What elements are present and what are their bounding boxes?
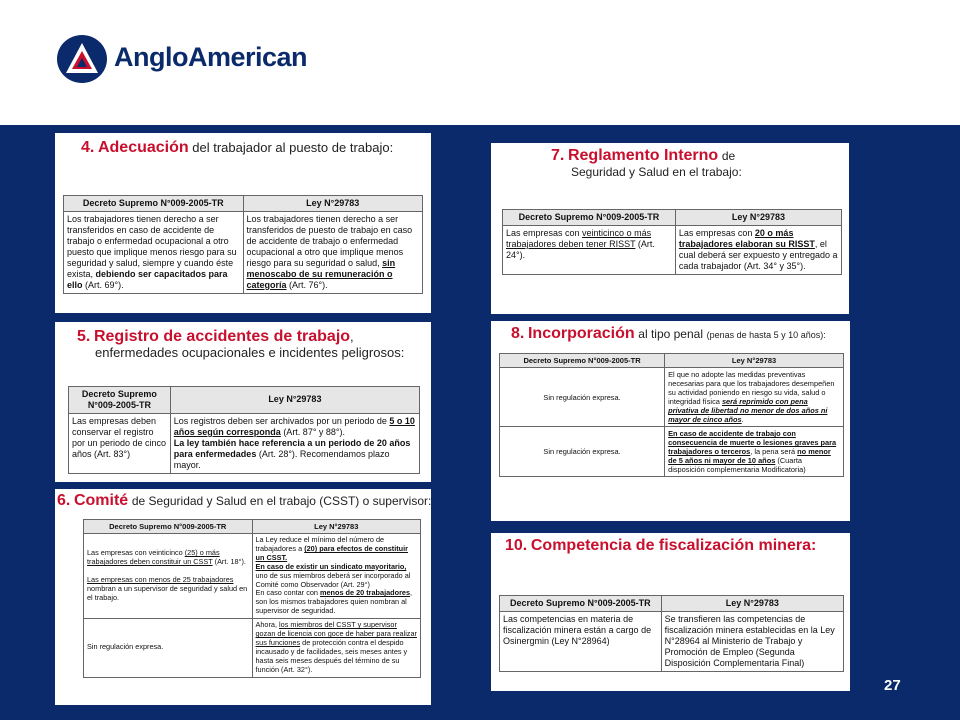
panel-title: 6. Comité de Seguridad y Salud en el trabajo (CSST) o supervisor:	[57, 492, 431, 509]
table-row	[84, 619, 421, 677]
panel-adecuacion	[55, 133, 431, 313]
column-header: Decreto Supremo N°009-2005-TR	[69, 387, 171, 414]
table-cell: Se transfieren las competencias de fiscalización minera establecidas en la Ley N°28964 al Ministerio de Trabajo y Promoción de Empleo (Segunda Disposición Complementaria Final)	[661, 611, 843, 671]
column-header: Decreto Supremo N°009-2005-TR	[64, 196, 244, 212]
table-row	[69, 413, 420, 473]
page-number: 27	[884, 677, 901, 694]
comparison-table	[502, 209, 842, 275]
panel-competencia-fiscalizacion	[491, 533, 850, 691]
table-cell: Sin regulación expresa.	[500, 368, 665, 427]
panel-comite	[55, 489, 431, 705]
table-row	[500, 611, 844, 671]
panel-incorporacion	[491, 321, 850, 521]
table-cell: Los trabajadores tienen derecho a ser transferidos de puesto de trabajo en caso de accidente de trabajo o enfermedad ocupacional a otro que implique menos riesgo para su seguridad o salud, sin menoscabo de su remuneración o categoría (Art. 76°).	[243, 211, 423, 293]
column-header: Ley N°29783	[170, 387, 419, 414]
brand-name: AngloAmerican	[114, 42, 308, 72]
column-header: Ley N°29783	[675, 210, 841, 226]
table-cell: Los trabajadores tienen derecho a ser transferidos en caso de accidente de trabajo o enfermedad ocupacional a otro puesto que implique menos riesgo para su seguridad y salud, siempre y cuando éste exista, debiendo ser capacitados para ello (Art. 69°).	[64, 211, 244, 293]
table-cell: Las empresas deben conservar el registro por un periodo de cinco años (Art. 83°)	[69, 413, 171, 473]
table-cell: Las empresas con 20 o más trabajadores elaboran su RISST, el cual deberá ser expuesto y entregado a cada trabajador (Art. 34° y 35°).	[675, 225, 841, 274]
table-cell: Las competencias en materia de fiscalización minera están a cargo de Osinergmin (Ley N°28964)	[500, 611, 662, 671]
table-row	[84, 534, 421, 619]
column-header: Ley N°29783	[661, 596, 843, 612]
header	[0, 0, 960, 125]
table-cell: Las empresas con veinticinco o más trabajadores deben tener RISST (Art. 24°).	[503, 225, 676, 274]
table-cell: El que no adopte las medidas preventivas necesarias para que los trabajadores desempeñen su actividad poniendo en riesgo su vida, salud o integridad física será reprimido con pena privativa de libertad no menor de dos años ni mayor de cinco años.	[665, 368, 844, 427]
column-header: Decreto Supremo N°009-2005-TR	[503, 210, 676, 226]
comparison-table	[68, 386, 420, 474]
table-cell: La Ley reduce el mínimo del número de trabajadores a (20) para efectos de constituir un CSST. En caso de existir un sindicato mayoritario, uno de sus miembros deberá ser incorporado al Comité como Observador (Art. 29°) En caso contar con menos de 20 trabajadores, son los mismos trabajadores quien nombran al supervisor de seguridad.	[252, 534, 421, 619]
column-header: Ley N°29783	[665, 354, 844, 368]
column-header: Decreto Supremo N°009-2005-TR	[500, 596, 662, 612]
table-row	[500, 427, 844, 477]
panel-title: 8. Incorporación al tipo penal (penas de hasta 5 y 10 años):	[511, 325, 826, 342]
comparison-table	[499, 595, 844, 672]
table-cell: Sin regulación expresa.	[500, 427, 665, 477]
column-header: Decreto Supremo N°009-2005-TR	[84, 520, 253, 534]
panel-reglamento-interno	[491, 143, 849, 314]
panel-title: 5. Registro de accidentes de trabajo, enfermedades ocupacionales e incidentes peligrosos:	[77, 328, 405, 361]
table-row	[500, 368, 844, 427]
table-cell: En caso de accidente de trabajo con consecuencia de muerte o lesiones graves para trabajadores o terceros, la pena será no menor de 5 años ni mayor de 10 años (Cuarta disposición complementaria Modificatoria)	[665, 427, 844, 477]
comparison-table	[83, 519, 421, 678]
comparison-table	[63, 195, 423, 294]
table-cell: Los registros deben ser archivados por un periodo de 5 o 10 años según corresponda (Art. 87° y 88°). La ley también hace referencia a un periodo de 20 años para enfermedades (Art. 28°). Recomendamos plazo mayor.	[170, 413, 419, 473]
table-row	[503, 225, 842, 274]
anglo-american-logo-icon	[55, 33, 109, 85]
table-cell: Ahora, los miembros del CSST y supervisor gozan de licencia con goce de haber para realizar sus funciones de protección contra el despido incausado y de facilidades, seis meses antes y hasta seis meses después del término de su función (Art. 32°).	[252, 619, 421, 677]
panel-title: 10. Competencia de fiscalización minera:	[505, 537, 817, 554]
table-cell: Las empresas con veinticinco (25) o más trabajadores deben constituir un CSST (Art. 18°). Las empresas con menos de 25 trabajadores nombran a un supervisor de seguridad y salud en el trabajo.	[84, 534, 253, 619]
table-cell: Sin regulación expresa.	[84, 619, 253, 677]
table-row	[64, 211, 423, 293]
panel-registro-accidentes	[55, 322, 431, 482]
comparison-table	[499, 353, 844, 477]
panel-title: 4. Adecuación del trabajador al puesto de trabajo:	[81, 139, 394, 156]
column-header: Decreto Supremo N°009-2005-TR	[500, 354, 665, 368]
column-header: Ley N°29783	[243, 196, 423, 212]
panel-title: 7. Reglamento Interno de Seguridad y Salud en el trabajo:	[551, 147, 742, 180]
column-header: Ley N°29783	[252, 520, 421, 534]
